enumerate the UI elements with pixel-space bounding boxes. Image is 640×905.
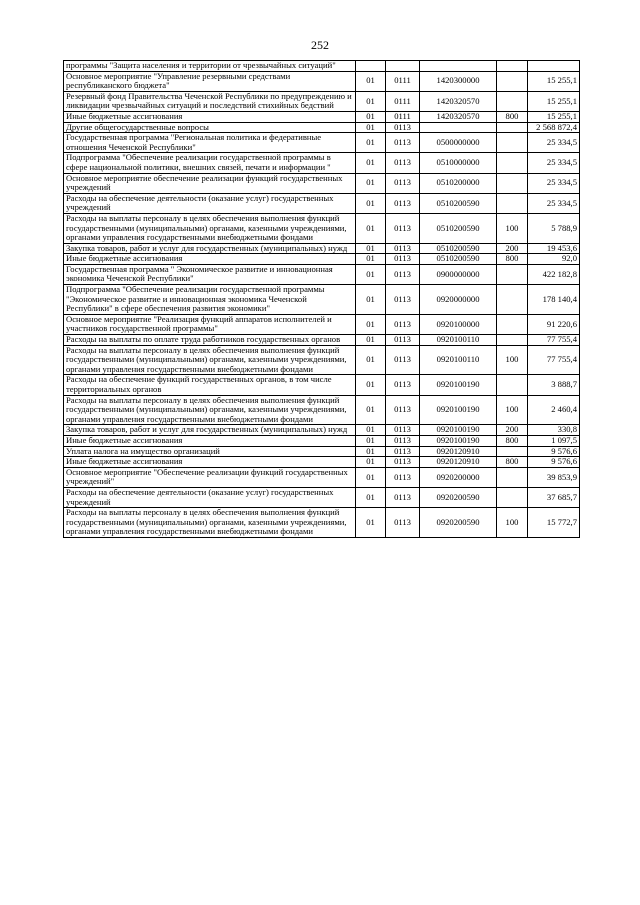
row-section: 01 (356, 457, 386, 468)
row-name: Подпрограмма "Обеспечение реализации государственной программы в сфере национальной политики, внешних связей, печати и информации " (64, 153, 356, 173)
row-section: 01 (356, 264, 386, 284)
row-subsection: 0113 (386, 193, 420, 213)
row-expense-type (497, 71, 528, 91)
row-target-article (420, 61, 497, 72)
row-name: Государственная программа " Экономическое развитие и инновационная экономика Чеченской Республики" (64, 264, 356, 284)
row-section: 01 (356, 425, 386, 436)
table-row (64, 335, 580, 346)
row-name: Расходы на обеспечение деятельности (оказание услуг) государственных учреждений (64, 487, 356, 507)
row-expense-type: 200 (497, 243, 528, 254)
row-expense-type (497, 153, 528, 173)
row-amount: 37 685,7 (528, 487, 580, 507)
row-section: 01 (356, 254, 386, 265)
budget-table (63, 60, 580, 538)
row-subsection: 0113 (386, 133, 420, 153)
table-row (64, 446, 580, 457)
row-name: Закупка товаров, работ и услуг для государственных (муниципальных) нужд (64, 425, 356, 436)
row-subsection: 0113 (386, 173, 420, 193)
row-subsection: 0113 (386, 487, 420, 507)
row-subsection: 0111 (386, 111, 420, 122)
table-row (64, 314, 580, 334)
row-amount: 15 255,1 (528, 111, 580, 122)
row-expense-type (497, 446, 528, 457)
row-section: 01 (356, 243, 386, 254)
row-expense-type (497, 285, 528, 315)
row-expense-type: 800 (497, 435, 528, 446)
row-section: 01 (356, 133, 386, 153)
row-amount: 1 097,5 (528, 435, 580, 446)
row-subsection: 0113 (386, 285, 420, 315)
row-section: 01 (356, 446, 386, 457)
table-row (64, 435, 580, 446)
row-target-article: 0510000000 (420, 153, 497, 173)
row-target-article: 1420300000 (420, 71, 497, 91)
table-row (64, 133, 580, 153)
row-section: 01 (356, 173, 386, 193)
row-amount: 19 453,6 (528, 243, 580, 254)
row-target-article: 0920100110 (420, 335, 497, 346)
row-name: Основное мероприятие "Обеспечение реализации функций государственных учреждений" (64, 467, 356, 487)
row-amount: 25 334,5 (528, 133, 580, 153)
row-subsection: 0113 (386, 435, 420, 446)
row-name: Основное мероприятие "Управление резервными средствами республиканского бюджета" (64, 71, 356, 91)
row-target-article: 0900000000 (420, 264, 497, 284)
row-target-article: 1420320570 (420, 91, 497, 111)
row-expense-type (497, 375, 528, 395)
table-row (64, 111, 580, 122)
table-row (64, 61, 580, 72)
row-target-article: 0500000000 (420, 133, 497, 153)
row-target-article: 0920200590 (420, 487, 497, 507)
row-subsection: 0113 (386, 375, 420, 395)
row-expense-type (497, 91, 528, 111)
table-row (64, 425, 580, 436)
row-name: Расходы на выплаты персоналу в целях обеспечения выполнения функций государственными (муниципальными) органами, казенными учреждениями, органами управления государственными внебюджетными фондами (64, 395, 356, 425)
row-target-article: 0920100190 (420, 435, 497, 446)
row-amount: 25 334,5 (528, 153, 580, 173)
table-row (64, 375, 580, 395)
table-row (64, 153, 580, 173)
table-row (64, 467, 580, 487)
row-amount: 92,0 (528, 254, 580, 265)
row-name: Расходы на обеспечение деятельности (оказание услуг) государственных учреждений (64, 193, 356, 213)
row-amount: 77 755,4 (528, 345, 580, 375)
row-subsection: 0113 (386, 264, 420, 284)
row-amount: 9 576,6 (528, 457, 580, 468)
row-amount: 5 788,9 (528, 213, 580, 243)
row-name: Подпрограмма "Обеспечение реализации государственной программы "Экономическое развитие и инновационная экономика Чеченской Республики" в сфере обеспечения развития экономики" (64, 285, 356, 315)
row-expense-type (497, 335, 528, 346)
row-name: Закупка товаров, работ и услуг для государственных (муниципальных) нужд (64, 243, 356, 254)
row-expense-type (497, 467, 528, 487)
row-amount: 178 140,4 (528, 285, 580, 315)
row-name: Иные бюджетные ассигнования (64, 457, 356, 468)
table-row (64, 264, 580, 284)
row-section: 01 (356, 508, 386, 538)
row-section: 01 (356, 375, 386, 395)
row-section: 01 (356, 395, 386, 425)
row-subsection: 0113 (386, 446, 420, 457)
table-row (64, 345, 580, 375)
row-name: Иные бюджетные ассигнования (64, 254, 356, 265)
row-section: 01 (356, 71, 386, 91)
row-subsection: 0113 (386, 467, 420, 487)
row-amount: 2 460,4 (528, 395, 580, 425)
row-name: Основное мероприятие обеспечение реализации функций государственных учреждений (64, 173, 356, 193)
row-section: 01 (356, 91, 386, 111)
row-section: 01 (356, 285, 386, 315)
row-expense-type (497, 487, 528, 507)
row-name: программы "Защита населения и территории от чрезвычайных ситуаций" (64, 61, 356, 72)
row-expense-type (497, 173, 528, 193)
row-subsection: 0113 (386, 122, 420, 133)
table-row (64, 213, 580, 243)
row-section: 01 (356, 111, 386, 122)
row-target-article: 0920120910 (420, 446, 497, 457)
row-target-article: 0920100190 (420, 375, 497, 395)
row-expense-type (497, 264, 528, 284)
row-expense-type: 100 (497, 395, 528, 425)
row-subsection: 0113 (386, 457, 420, 468)
row-expense-type (497, 193, 528, 213)
row-expense-type: 200 (497, 425, 528, 436)
table-row (64, 395, 580, 425)
row-target-article: 0920100110 (420, 345, 497, 375)
row-subsection: 0113 (386, 425, 420, 436)
row-section: 01 (356, 122, 386, 133)
table-row (64, 173, 580, 193)
row-name: Другие общегосударственные вопросы (64, 122, 356, 133)
row-amount: 91 220,6 (528, 314, 580, 334)
row-amount: 9 576,6 (528, 446, 580, 457)
row-amount: 2 568 872,4 (528, 122, 580, 133)
row-expense-type: 800 (497, 254, 528, 265)
row-subsection: 0113 (386, 395, 420, 425)
row-target-article: 0510200000 (420, 173, 497, 193)
row-target-article: 0510200590 (420, 254, 497, 265)
row-target-article: 0510200590 (420, 193, 497, 213)
row-name: Расходы на выплаты персоналу в целях обеспечения выполнения функций государственными (муниципальными) органами, казенными учреждениями, органами управления государственными внебюджетными фондами (64, 213, 356, 243)
row-subsection: 0111 (386, 91, 420, 111)
row-target-article: 0510200590 (420, 243, 497, 254)
row-expense-type: 800 (497, 111, 528, 122)
row-section: 01 (356, 335, 386, 346)
row-section: 01 (356, 314, 386, 334)
table-row (64, 122, 580, 133)
row-name: Основное мероприятие "Реализация функций аппаратов исполнителей и участников государственной программы" (64, 314, 356, 334)
table-row (64, 254, 580, 265)
row-name: Расходы на выплаты персоналу в целях обеспечения выполнения функций государственными (муниципальными) органами, казенными учреждениями, органами управления государственными внебюджетными фондами (64, 508, 356, 538)
table-row (64, 71, 580, 91)
row-amount: 422 182,8 (528, 264, 580, 284)
row-expense-type (497, 133, 528, 153)
row-section: 01 (356, 213, 386, 243)
row-section: 01 (356, 487, 386, 507)
table-row (64, 487, 580, 507)
row-expense-type: 100 (497, 508, 528, 538)
row-subsection: 0113 (386, 335, 420, 346)
row-target-article: 0920200590 (420, 508, 497, 538)
row-target-article: 0920100190 (420, 395, 497, 425)
row-expense-type: 100 (497, 345, 528, 375)
page-number: 252 (311, 38, 329, 52)
row-section: 01 (356, 193, 386, 213)
row-name: Иные бюджетные ассигнования (64, 435, 356, 446)
table-row (64, 193, 580, 213)
row-name: Расходы на обеспечение функций государственных органов, в том числе территориальных органов (64, 375, 356, 395)
row-name: Расходы на выплаты по оплате труда работников государственных органов (64, 335, 356, 346)
row-section: 01 (356, 345, 386, 375)
row-target-article: 0920200000 (420, 467, 497, 487)
row-target-article: 0510200590 (420, 213, 497, 243)
row-amount: 25 334,5 (528, 173, 580, 193)
row-amount: 15 255,1 (528, 91, 580, 111)
row-name: Иные бюджетные ассигнования (64, 111, 356, 122)
row-expense-type (497, 61, 528, 72)
row-amount: 39 853,9 (528, 467, 580, 487)
row-subsection: 0113 (386, 314, 420, 334)
row-subsection (386, 61, 420, 72)
row-subsection: 0113 (386, 345, 420, 375)
row-expense-type: 100 (497, 213, 528, 243)
row-expense-type (497, 314, 528, 334)
row-name: Резервный фонд Правительства Чеченской Республики по предупреждению и ликвидации чрезвычайных ситуаций и последствий стихийных бедствий (64, 91, 356, 111)
row-subsection: 0113 (386, 213, 420, 243)
row-subsection: 0113 (386, 243, 420, 254)
budget-table-body (64, 61, 580, 538)
row-section: 01 (356, 435, 386, 446)
table-row (64, 243, 580, 254)
row-expense-type (497, 122, 528, 133)
row-target-article: 1420320570 (420, 111, 497, 122)
table-row (64, 285, 580, 315)
row-expense-type: 800 (497, 457, 528, 468)
table-row (64, 91, 580, 111)
row-target-article: 0920100000 (420, 314, 497, 334)
row-name: Расходы на выплаты персоналу в целях обеспечения выполнения функций государственными (муниципальными) органами, казенными учреждениями, органами управления государственными внебюджетными фондами (64, 345, 356, 375)
row-amount: 3 888,7 (528, 375, 580, 395)
table-row (64, 508, 580, 538)
row-subsection: 0113 (386, 508, 420, 538)
row-section: 01 (356, 153, 386, 173)
row-section (356, 61, 386, 72)
row-subsection: 0111 (386, 71, 420, 91)
row-subsection: 0113 (386, 153, 420, 173)
row-name: Уплата налога на имущество организаций (64, 446, 356, 457)
row-amount: 15 255,1 (528, 71, 580, 91)
row-subsection: 0113 (386, 254, 420, 265)
row-amount (528, 61, 580, 72)
row-amount: 15 772,7 (528, 508, 580, 538)
row-amount: 25 334,5 (528, 193, 580, 213)
row-amount: 330,8 (528, 425, 580, 436)
row-name: Государственная программа "Региональная политика и федеративные отношения Чеченской Республики" (64, 133, 356, 153)
row-target-article: 0920000000 (420, 285, 497, 315)
row-amount: 77 755,4 (528, 335, 580, 346)
row-section: 01 (356, 467, 386, 487)
row-target-article (420, 122, 497, 133)
table-row (64, 457, 580, 468)
row-target-article: 0920120910 (420, 457, 497, 468)
row-target-article: 0920100190 (420, 425, 497, 436)
